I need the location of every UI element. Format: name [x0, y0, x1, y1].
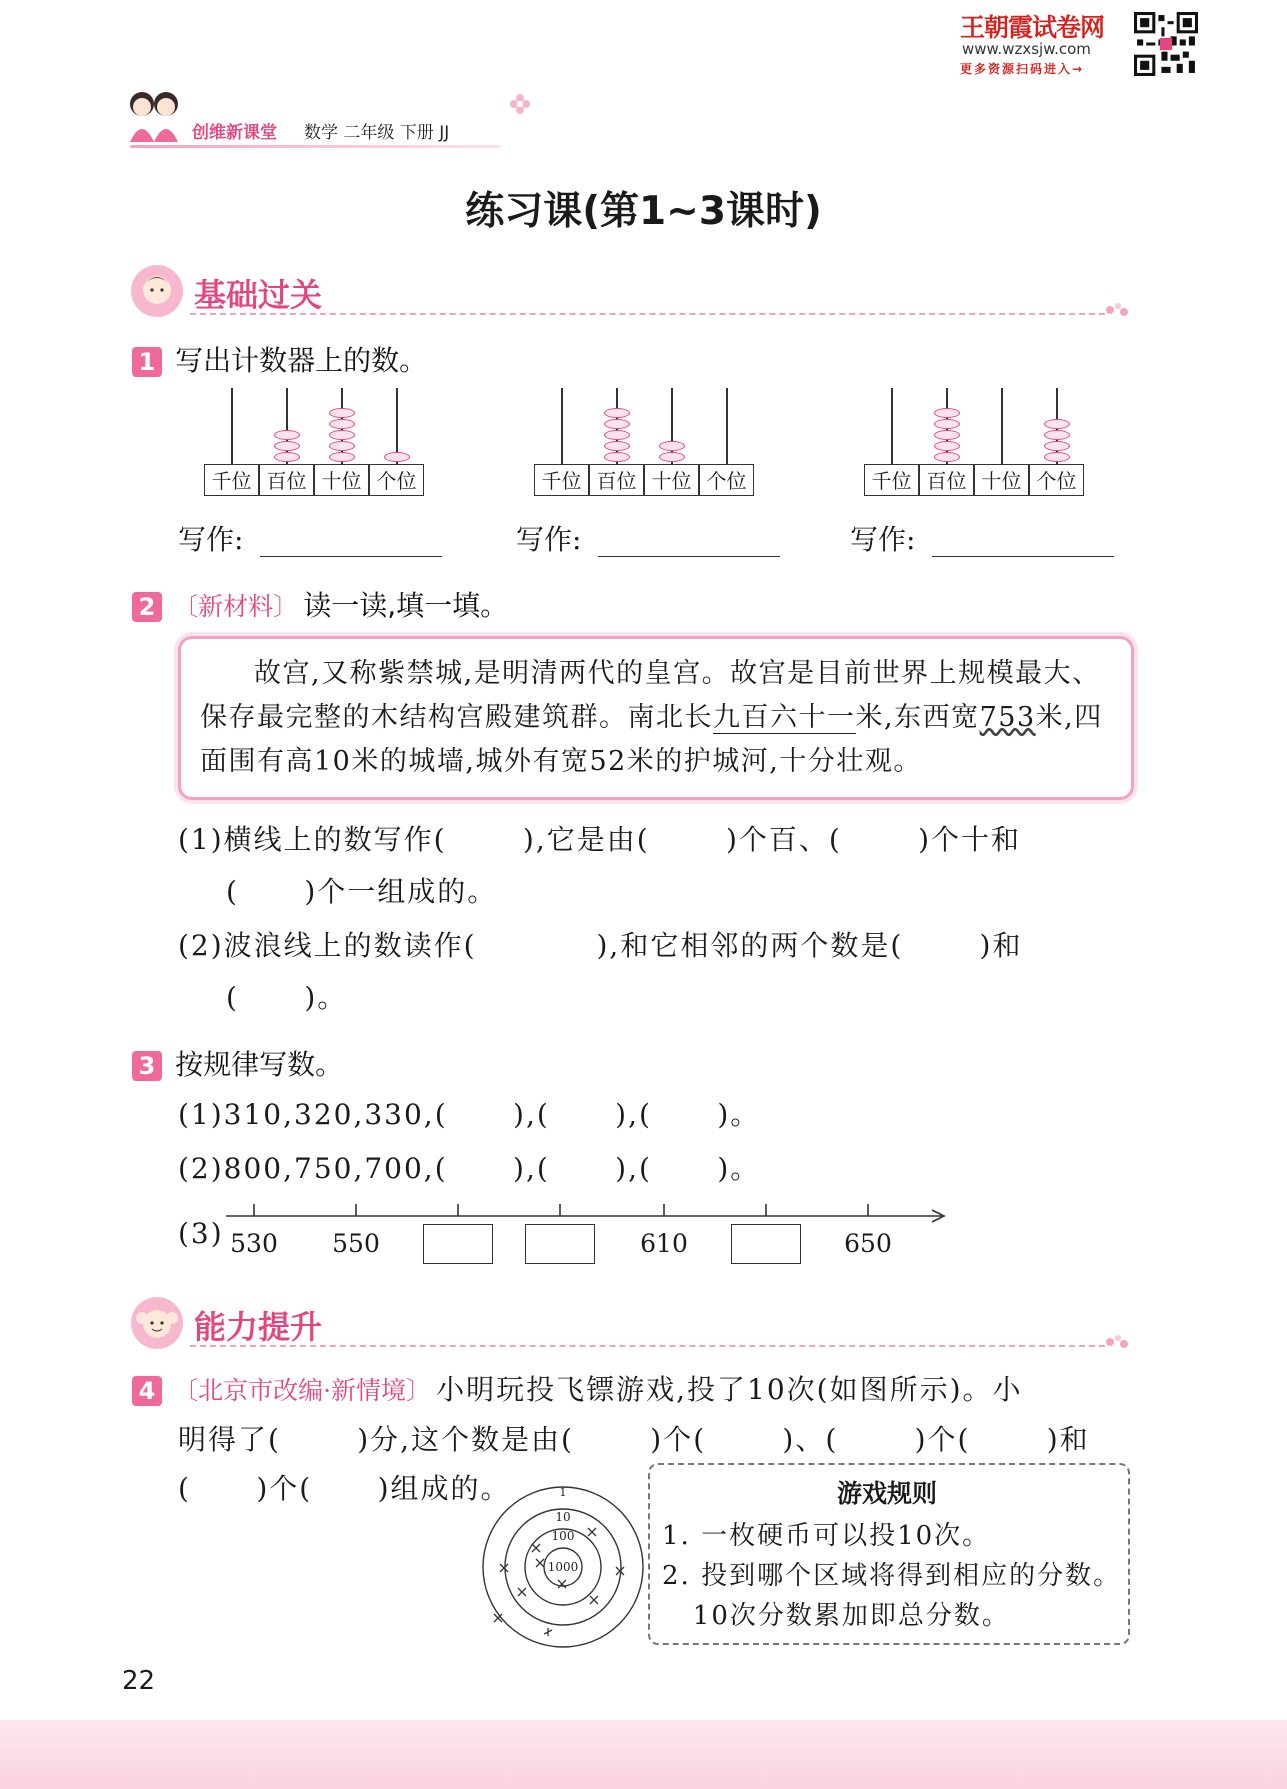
abacus-bead: [329, 408, 355, 418]
kids-mascot-icon: [120, 82, 190, 152]
question-title: 按规律写数。: [175, 1048, 344, 1081]
q2-sub2-line2: ( )。: [226, 981, 348, 1014]
header-divider: [130, 145, 500, 148]
passage-text: [200, 652, 1110, 784]
answer-line-1[interactable]: [260, 556, 442, 557]
page-title: 练习课(第1~3课时): [465, 189, 822, 234]
section-advanced-divider: [190, 1345, 1105, 1347]
target-label-1000: 1000: [547, 1560, 579, 1574]
write-label-2: 写作:: [516, 523, 582, 556]
page-number: 22: [122, 1666, 156, 1696]
question-title: 读一读,填一填。: [303, 589, 509, 622]
abacus-place-label: 个位: [369, 464, 424, 496]
q4-line2: 明得了( )分,这个数是由( )个( )、( )个( )和: [178, 1423, 1090, 1456]
abacus-bead: [384, 452, 410, 462]
abacus-place-label: 十位: [644, 464, 699, 496]
abacus-bead: [329, 441, 355, 451]
q2-sub1-line2: ( )个一组成的。: [226, 875, 498, 908]
answer-line-3[interactable]: [932, 556, 1114, 557]
brand-name: 王朝霞试卷网: [960, 13, 1105, 42]
number-line-label: 550: [332, 1229, 380, 1258]
number-line-label: 610: [640, 1229, 688, 1258]
abacus-bead: [329, 419, 355, 429]
question-number-badge: 2: [132, 592, 162, 622]
passage-part-1: 故宫,又称紫禁城,是明清两代的皇宫。故宫是目前世界上规模最大、保存最完整的木结构宫殿建筑群。南北长: [200, 658, 1101, 733]
book-info: 数学 二年级 下册 JJ: [304, 123, 450, 143]
q4-line1: 小明玩投飞镖游戏,投了10次(如图所示)。小: [436, 1373, 1023, 1406]
brand-more-text: 更多资源扫码进入→: [960, 62, 1085, 76]
dots-icon: [1104, 1332, 1130, 1352]
q4-line3: ( )个( )组成的。: [178, 1472, 511, 1505]
abacus-bead: [934, 408, 960, 418]
number-line-answer-box[interactable]: [423, 1224, 493, 1264]
abacus-bead: [934, 419, 960, 429]
abacus-bead: [1044, 430, 1070, 440]
abacus-bead: [659, 452, 685, 462]
q3-sub2: (2)800,750,700,( ),( ),( )。: [178, 1152, 761, 1185]
dart-hit-marks: [494, 1528, 624, 1636]
question-tag: 〔北京市改编·新情境〕: [173, 1376, 432, 1405]
abacus-place-label: 千位: [864, 464, 919, 496]
passage-part-2: 米,东西宽: [855, 702, 980, 733]
abacus-rod: [891, 388, 893, 464]
passage-wavy-number: 753: [979, 702, 1036, 733]
abacus-place-label: 百位: [919, 464, 974, 496]
q3-sub3-prefix: (3): [178, 1217, 224, 1250]
dart-target: [480, 1484, 646, 1650]
number-line-label: 530: [230, 1229, 278, 1258]
abacus-place-label: 十位: [314, 464, 369, 496]
q2-sub1-line1: (1)横线上的数写作( ),它是由( )个百、( )个十和: [178, 823, 1022, 856]
question-number-badge: 1: [132, 347, 162, 377]
abacus-place-label: 百位: [259, 464, 314, 496]
abacus-bead: [1044, 452, 1070, 462]
brand-url[interactable]: www.wzxsjw.com: [962, 40, 1091, 58]
section-basic-divider: [190, 313, 1105, 315]
abacus-bead: [274, 441, 300, 451]
abacus-rod: [1001, 388, 1003, 464]
number-line-answer-box[interactable]: [525, 1224, 595, 1264]
q3-sub1: (1)310,320,330,( ),( ),( )。: [178, 1098, 761, 1131]
abacus-bead: [1044, 441, 1070, 451]
answer-line-2[interactable]: [598, 556, 780, 557]
dots-icon: [1104, 300, 1130, 320]
question-2-header: [132, 584, 508, 624]
abacus-rod: [726, 388, 728, 464]
question-number-badge: 4: [132, 1376, 162, 1406]
flower-icon: [508, 92, 532, 116]
abacus-place-label: 千位: [204, 464, 259, 496]
monkey-mascot-icon: [130, 1296, 184, 1350]
abacus-place-label: 千位: [534, 464, 589, 496]
abacus-bead: [329, 452, 355, 462]
write-label-3: 写作:: [850, 523, 916, 556]
abacus-bead: [604, 452, 630, 462]
abacus-bead: [329, 430, 355, 440]
game-rule-3: 10次分数累加即总分数。: [662, 1601, 1010, 1631]
game-rule-2: 2. 投到哪个区域将得到相应的分数。: [662, 1561, 1122, 1591]
passage-part-3: 米,四面围有高10米的城墙,城外有宽52米的护城河,十分壮观。: [200, 702, 1103, 777]
question-title: 写出计数器上的数。: [175, 344, 428, 377]
abacus-bead: [934, 452, 960, 462]
section-advanced-title: 能力提升: [194, 1308, 323, 1346]
question-number-badge: 3: [132, 1051, 162, 1081]
question-tag: 〔新材料〕: [173, 592, 299, 621]
series-name: 创维新课堂: [192, 123, 277, 143]
abacus-bead: [604, 408, 630, 418]
section-basic-title: 基础过关: [194, 276, 323, 314]
question-3-header: [132, 1043, 343, 1083]
abacus-bead: [1044, 419, 1070, 429]
abacus-bead: [604, 441, 630, 451]
number-line-label: 650: [844, 1229, 892, 1258]
game-rules-title: 游戏规则: [836, 1479, 937, 1508]
number-line: [226, 1196, 952, 1226]
girl-mascot-icon: [130, 264, 184, 318]
abacus-bead: [604, 430, 630, 440]
abacus-bead: [274, 452, 300, 462]
write-label-1: 写作:: [178, 523, 244, 556]
abacus-bead: [604, 419, 630, 429]
game-rule-1: 1. 一枚硬币可以投10次。: [662, 1521, 991, 1551]
abacus-bead: [934, 430, 960, 440]
passage-underlined-number: 九百六十一: [713, 702, 856, 733]
q2-sub2-line1: (2)波浪线上的数读作( ),和它相邻的两个数是( )和: [178, 929, 1023, 962]
question-1-header: [132, 339, 427, 379]
abacus-bead: [659, 441, 685, 451]
abacus-rod: [561, 388, 563, 464]
qr-code-icon[interactable]: [1134, 12, 1198, 76]
abacus-rod: [231, 388, 233, 464]
abacus-bead: [274, 430, 300, 440]
abacus-place-label: 个位: [1029, 464, 1084, 496]
target-label-10: 10: [555, 1510, 571, 1524]
footer-band: [0, 1720, 1287, 1789]
abacus-place-label: 个位: [699, 464, 754, 496]
target-label-1: 1: [559, 1486, 567, 1499]
number-line-answer-box[interactable]: [731, 1224, 801, 1264]
abacus-place-label: 十位: [974, 464, 1029, 496]
abacus-bead: [934, 441, 960, 451]
target-label-100: 100: [551, 1529, 575, 1543]
question-4-header: [132, 1368, 1023, 1408]
abacus-place-label: 百位: [589, 464, 644, 496]
